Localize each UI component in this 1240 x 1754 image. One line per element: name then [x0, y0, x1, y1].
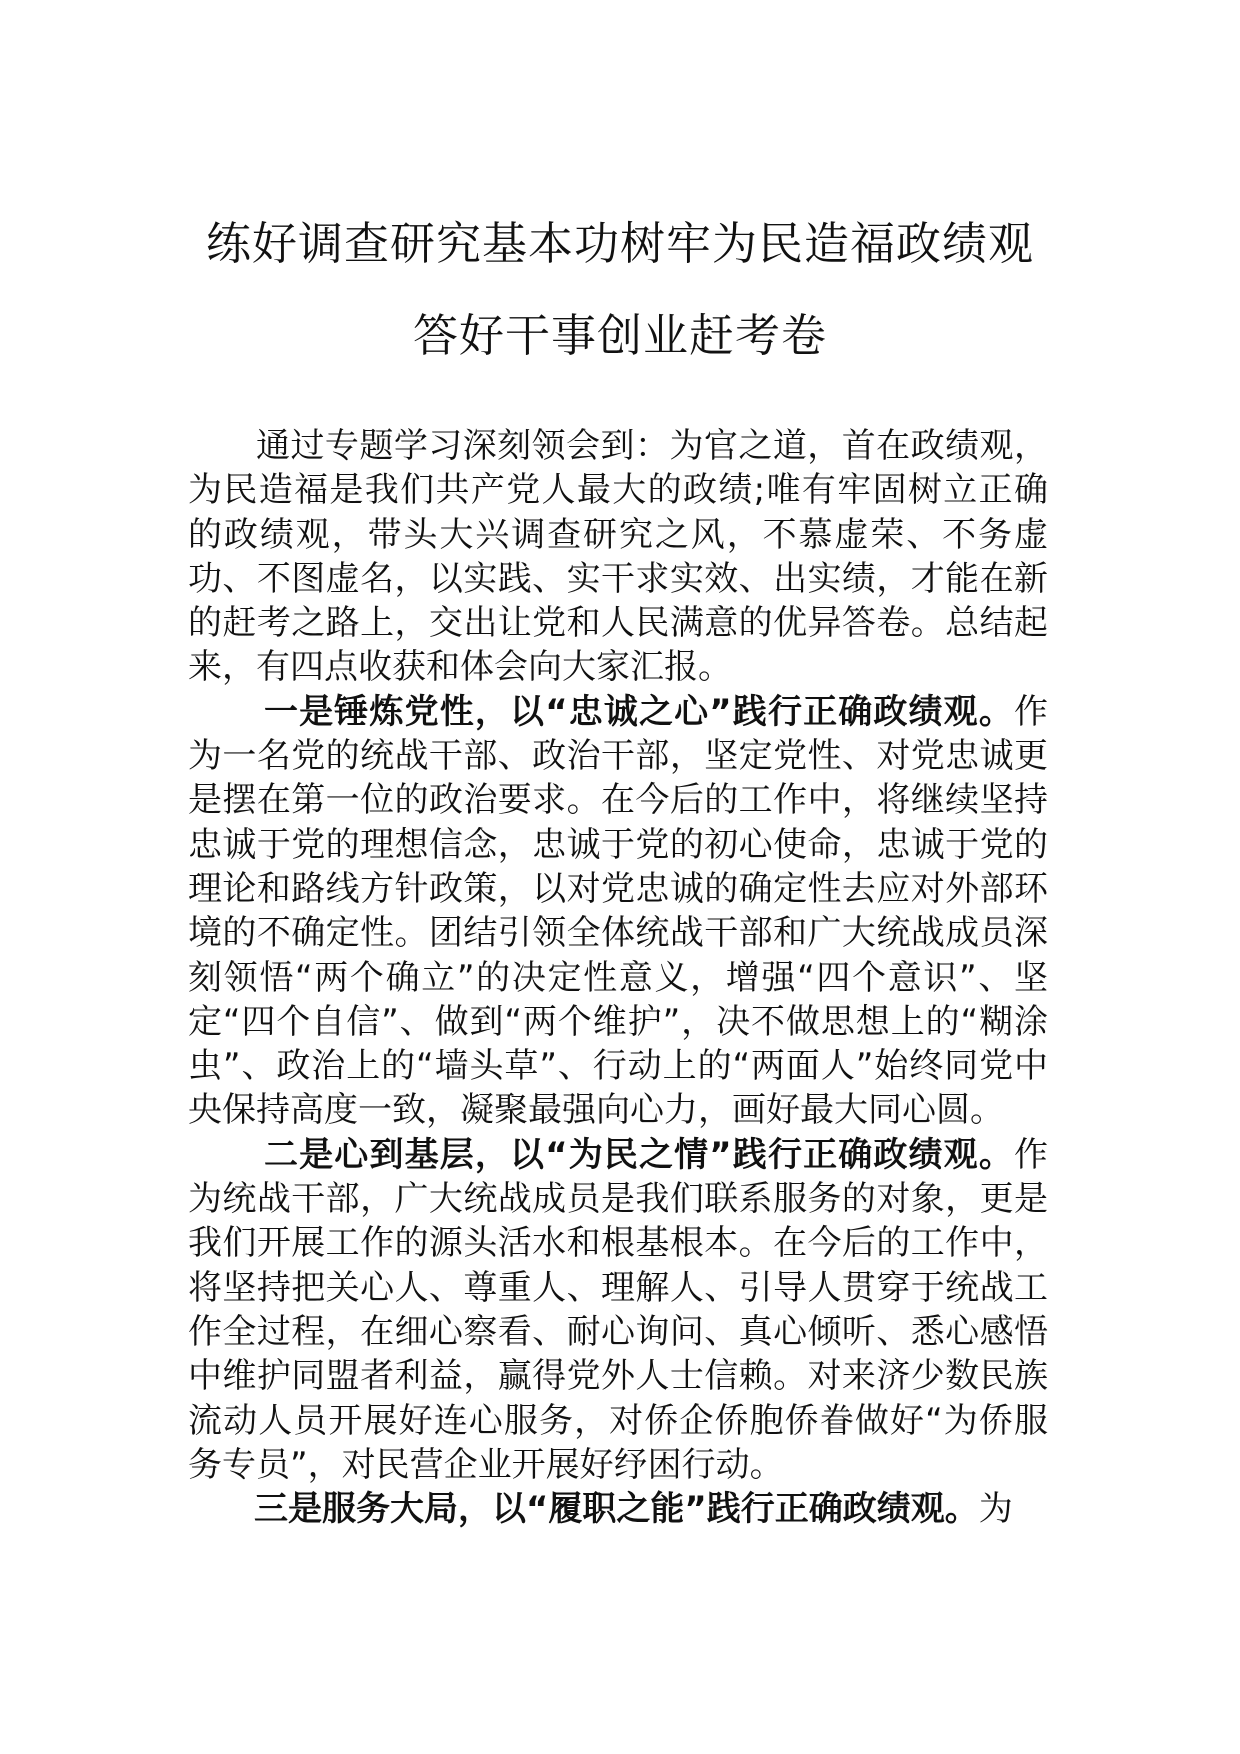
section-text-1: 作为一名党的统战干部、政治干部，坚定党性、对党忠诚更是摆在第一位的政治要求。在今后的工作中，将继续坚持忠诚于党的理想信念，忠诚于党的初心使命，忠诚于党的理论和路线方针政策，以对党忠诚的确定性去应对外部环境的不确定性。团结引领全体统战干部和广大统战成员深刻领悟“两个确立”的决定性意义，增强“四个意识”、坚定“四个自信”、做到“两个维护”，决不做思想上的“糊涂虫”、政治上的“墙头草”、行动上的“两面人”始终同党中央保持高度一致，凝聚最强向心力，画好最大同心圆。 — [188, 691, 1048, 1131]
section-text-2: 作为统战干部，广大统战成员是我们联系服务的对象，更是我们开展工作的源头活水和根基根本。在今后的工作中，将坚持把关心人、尊重人、理解人、引导人贯穿于统战工作全过程，在细心察看、耐心询问、真心倾听、悉心感悟中维护同盟者利益，赢得党外人士信赖。对来济少数民族流动人员开展好连心服务，对侨企侨胞侨眷做好“为侨服务专员”，对民营企业开展好纾困行动。 — [188, 1134, 1048, 1485]
section-heading-1: 一是锤炼党性，以“忠诚之心”践行正确政绩观。 — [264, 691, 1014, 732]
section-paragraph-2 — [188, 1133, 1048, 1487]
section-text-3: 为 — [978, 1489, 1013, 1530]
document-title-line-2: 答好干事创业赶考卷 — [412, 309, 827, 362]
intro-paragraph: 通过专题学习深刻领会到：为官之道，首在政绩观，为民造福是我们共产党人最大的政绩;唯有牢固树立正确的政绩观，带头大兴调查研究之风，不慕虚荣、不务虚功、不图虚名，以实践、实干求实效、出实绩，才能在新的赶考之路上，交出让党和人民满意的优异答卷。总结起来，有四点收获和体会向大家汇报。 — [188, 426, 1048, 688]
section-heading-3: 三是服务大局，以“履职之能”践行正确政绩观。 — [254, 1489, 979, 1530]
section-paragraph-3 — [188, 1487, 1048, 1531]
document-title-line-1: 练好调查研究基本功树牢为民造福政绩观 — [205, 217, 1034, 270]
section-paragraph-1 — [188, 690, 1048, 1133]
section-heading-2: 二是心到基层，以“为民之情”践行正确政绩观。 — [264, 1134, 1014, 1175]
document-body — [188, 424, 1048, 1531]
